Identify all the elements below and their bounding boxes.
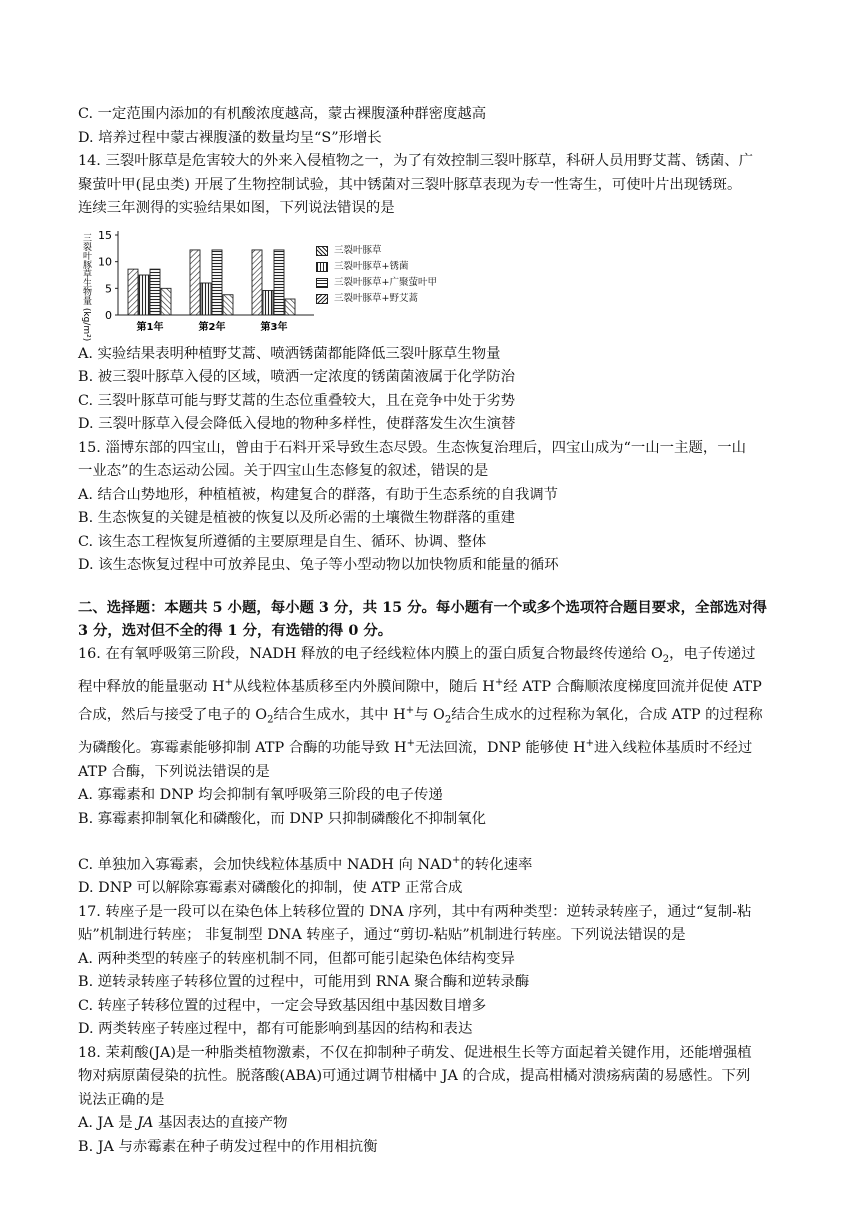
q18-stem-line-3: 说法正确的是 — [78, 1091, 165, 1108]
y-axis-label: 三裂叶豚草生物量 (kg/m²) — [81, 232, 91, 341]
q14-option-d: D. 三裂叶豚草入侵会降低入侵地的物种多样性，使群落发生次生演替 — [78, 416, 516, 432]
legend-item — [316, 259, 437, 275]
x-tick-label: 第2年 — [198, 321, 226, 333]
q15-option-d: D. 该生态恢复过程中可放养昆虫、兔子等小型动物以加快物质和能量的循环 — [78, 557, 559, 573]
q17-option-d: D. 两类转座子转座过程中，都有可能影响到基因的结构和表达 — [78, 1021, 473, 1038]
q18-option-b: B. JA 与赤霉素在种子萌发过程中的作用相抗衡 — [78, 1138, 378, 1155]
q16-option-b: B. 寡霉素抑制氧化和磷酸化，而 DNP 只抑制磷酸化不抑制氧化 — [78, 810, 487, 827]
q16-stem-line-3: 合成，然后与接受了电子的 $O_2$结合生成水，其中 H+与 $O_2$结合生成水的过程称为氧化，合成 ATP 的过程称 — [78, 705, 763, 726]
bar — [190, 249, 200, 314]
q16-option-d: D. DNP 可以解除寡霉素对磷酸化的抑制，使 ATP 正常合成 — [78, 880, 463, 897]
q13-option-c: C. 一定范围内添加的有机酸浓度越高，蒙古裸腹溞种群密度越高 — [78, 106, 487, 122]
biomass-bar-chart — [78, 223, 458, 341]
q13-option-d: D. 培养过程中蒙古裸腹溞的数量均呈“S”形增长 — [78, 129, 382, 146]
legend-item — [316, 291, 437, 307]
q14-option-a: A. 实验结果表明种植野艾蒿、喷洒锈菌都能降低三裂叶豚草生物量 — [78, 345, 501, 362]
q14-option-b: B. 被三裂叶豚草入侵的区域，喷洒一定浓度的锈菌菌液属于化学防治 — [78, 369, 516, 385]
legend-label: 三裂叶豚草 — [334, 244, 382, 256]
q16-stem-line-2: 程中释放的能量驱动 H+从线粒体基质移至内外膜间隙中，随后 H+经 ATP 合酶顺浓度梯度回流并促使 ATP — [78, 676, 762, 695]
q18-stem-line-2: 物对病原菌侵染的抗性。脱落酸(ABA)可通过调节柑橘中 JA 的合成，提高柑橘对溃疡病菌的易感性。下列 — [78, 1068, 751, 1085]
q15-stem-line-2: 一业态”的生态运动公园。关于四宝山生态修复的叙述，错误的是 — [78, 463, 489, 479]
q16-stem-line-1: 16. 在有氧呼吸第三阶段，NADH 释放的电子经线粒体内膜上的蛋白质复合物最终传递给 $O_2$，电子传递过 — [78, 645, 756, 665]
y-tick-label: 0 — [105, 308, 112, 322]
legend-item — [316, 243, 437, 259]
x-tick-label: 第3年 — [260, 321, 288, 333]
bar — [223, 294, 233, 314]
q16-stem-line-4: 为磷酸化。寡霉素能够抑制 ATP 合酶的功能导致 H+无法回流，DNP 能够使 H+进入线粒体基质时不经过 — [78, 738, 753, 757]
y-tick-label: 5 — [105, 281, 112, 295]
y-tick-label: 15 — [98, 228, 112, 242]
q17-stem-line-2: 贴”机制进行转座； 非复制型 DNA 转座子，通过“剪切-粘贴”机制进行转座。下列说法错误的是 — [78, 927, 686, 944]
legend-swatch — [316, 294, 328, 304]
bar — [274, 249, 284, 314]
y-tick-label: 10 — [98, 255, 112, 269]
bar — [252, 249, 262, 314]
legend-item — [316, 275, 437, 291]
legend-swatch — [316, 278, 328, 288]
exam-page — [78, 103, 790, 1159]
q15-option-c: C. 该生态工程恢复所遵循的主要原理是自生、循环、协调、整体 — [78, 533, 487, 550]
bar — [161, 288, 171, 315]
q14-option-c: C. 三裂叶豚草可能与野艾蒿的生态位重叠较大，且在竞争中处于劣势 — [78, 392, 515, 409]
bar — [212, 249, 222, 314]
bar — [128, 269, 138, 315]
q17-option-b: B. 逆转录转座子转移位置的过程中，可能用到 RNA 聚合酶和逆转录酶 — [78, 974, 530, 991]
bar — [139, 275, 149, 315]
bar — [263, 290, 273, 315]
x-tick-label: 第1年 — [136, 321, 164, 333]
q18-option-a: A. JA 是 JA 基因表达的直接产物 — [78, 1115, 288, 1132]
legend-swatch — [316, 262, 328, 272]
q15-option-b: B. 生态恢复的关键是植被的恢复以及所必需的土壤微生物群落的重建 — [78, 510, 516, 526]
legend-swatch — [316, 246, 328, 256]
legend-label: 三裂叶豚草+广聚萤叶甲 — [334, 276, 437, 288]
q14-stem-line-3: 连续三年测得的实验结果如图，下列说法错误的是 — [78, 200, 395, 216]
q17-option-a: A. 两种类型的转座子的转座机制不同，但都可能引起染色体结构变异 — [78, 950, 515, 967]
q17-stem-line-1: 17. 转座子是一段可以在染色体上转移位置的 DNA 序列，其中有两种类型：逆转录转座子，通过“复制-粘 — [78, 903, 752, 920]
section-2-title-line-2: 3 分，选对但不全的得 1 分，有选错的得 0 分。 — [78, 622, 393, 639]
q15-stem-line-1: 15. 淄博东部的四宝山，曾由于石料开采导致生态尽毁。生态恢复治理后，四宝山成为“一山一主题，一山 — [78, 439, 747, 456]
chart-legend — [316, 243, 437, 307]
q14-stem-line-2: 聚萤叶甲(昆虫类) 开展了生物控制试验，其中锈菌对三裂叶豚草表现为专一性寄生，可使叶片出现锈斑。 — [78, 176, 742, 193]
section-2-title-line-1: 二、选择题：本题共 5 小题，每小题 3 分，共 15 分。每小题有一个或多个选项符合题目要求，全部选对得 — [78, 598, 767, 616]
q16-option-a: A. 寡霉素和 DNP 均会抑制有氧呼吸第三阶段的电子传递 — [78, 787, 443, 804]
q15-option-a: A. 结合山势地形，种植植被，构建复合的群落，有助于生态系统的自我调节 — [78, 486, 559, 503]
q17-option-c: C. 转座子转移位置的过程中，一定会导致基因组中基因数目增多 — [78, 997, 487, 1014]
q18-stem-line-1: 18. 茉莉酸(JA)是一种脂类植物激素，不仅在抑制种子萌发、促进根生长等方面起着关键作用，还能增强植 — [78, 1044, 752, 1061]
bar — [150, 269, 160, 315]
bar — [201, 283, 211, 315]
q16-option-c: C. 单独加入寡霉素，会加快线粒体基质中 NADH 向 NAD+的转化速率 — [78, 855, 533, 873]
bar — [285, 299, 295, 315]
q14-stem-line-1: 14. 三裂叶豚草是危害较大的外来入侵植物之一，为了有效控制三裂叶豚草，科研人员用野艾蒿、锈菌、广 — [78, 153, 754, 169]
legend-label: 三裂叶豚草+锈菌 — [334, 260, 409, 272]
q16-stem-line-5: ATP 合酶，下列说法错误的是 — [78, 763, 270, 780]
legend-label: 三裂叶豚草+野艾蒿 — [334, 292, 418, 304]
